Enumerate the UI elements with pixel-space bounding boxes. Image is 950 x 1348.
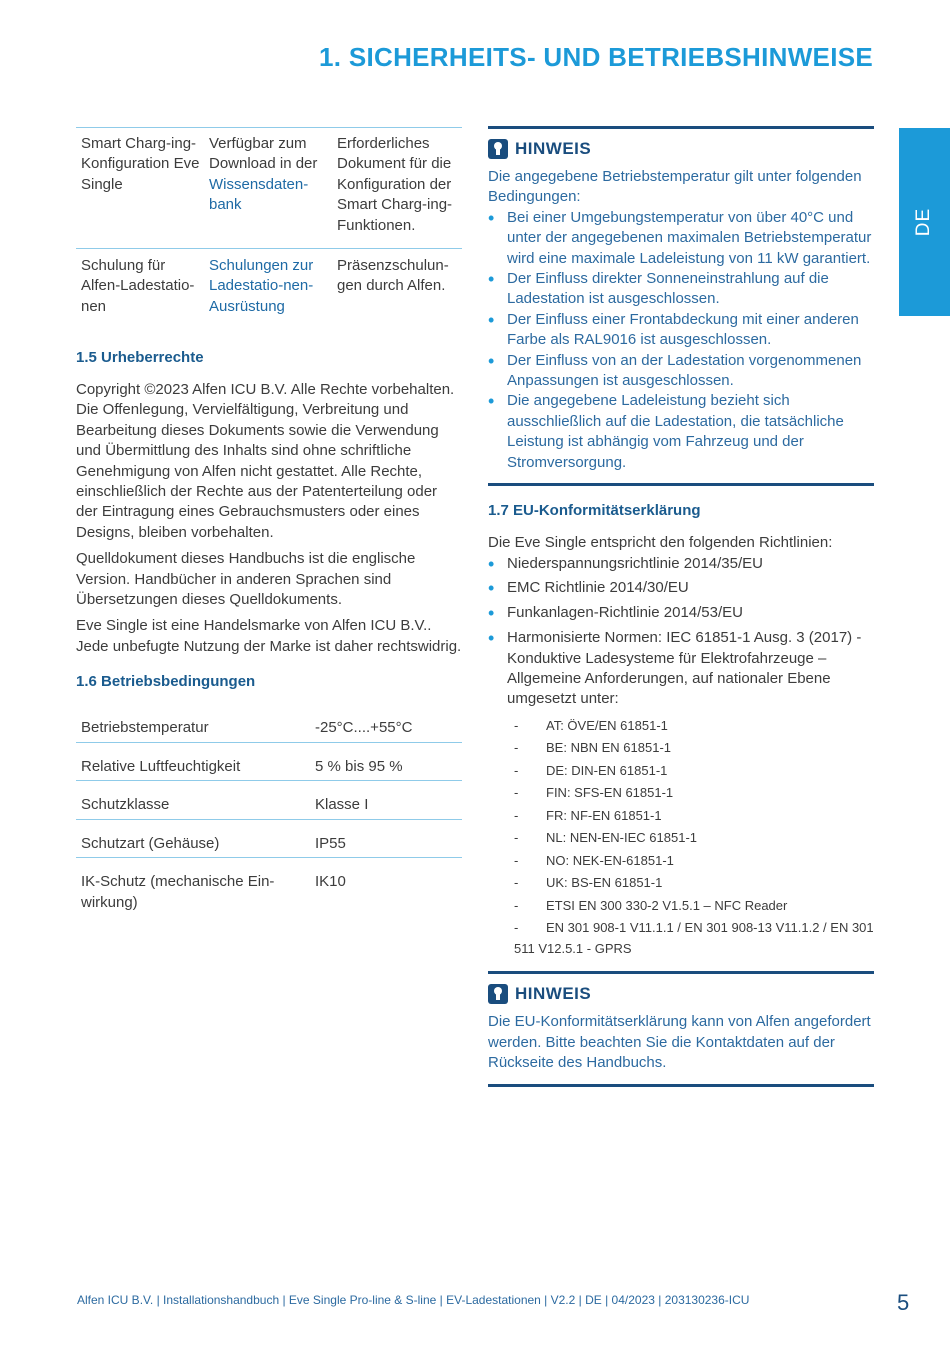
conditions-table <box>76 704 462 918</box>
list-item: - UK: BS-EN 61851-1 <box>488 873 874 894</box>
table-row <box>76 858 462 918</box>
condition-value: IK10 <box>315 873 346 891</box>
conditions-heading: 1.6 Betriebsbedingungen <box>76 673 256 691</box>
notice-text: Die EU-Konformitätserklärung kann von Alfen angefordert werden. Bitte beachten Sie die Kontaktdaten auf der Rückseite des Handbuchs. <box>488 1013 871 1072</box>
list-item: - NL: NEN-EN-IEC 61851-1 <box>488 828 874 849</box>
notice-title: HINWEIS <box>515 984 592 1004</box>
list-item: • Harmonisierte Normen: IEC 61851-1 Ausg. 3 (2017) - Konduktive Ladesysteme für Elektrofahrzeuge – Allgemeine Anforderungen, auf nationaler Ebene umgesetzt unter: <box>488 628 874 710</box>
list-item: • Niederspannungsrichtlinie 2014/35/EU <box>488 554 874 574</box>
list-item: • EMC Richtlinie 2014/30/EU <box>488 578 874 598</box>
resource-name: Smart Charg-ing-Konfiguration Eve Single <box>81 135 200 193</box>
trademark-paragraph: Eve Single ist eine Handelsmarke von Alfen ICU B.V.. Jede unbefugte Nutzung der Marke ist daher rechtswidrig. <box>76 617 462 655</box>
list-item: - BE: NBN EN 61851-1 <box>488 738 874 759</box>
standards-list <box>488 716 874 960</box>
list-item: - FR: NF-EN 61851-1 <box>488 806 874 827</box>
notice-list <box>488 208 874 473</box>
condition-key: Schutzklasse <box>81 796 170 814</box>
copyright-paragraph: Copyright ©2023 Alfen ICU B.V. Alle Rechte vorbehalten. Die Offenlegung, Vervielfältigung, Verbreitung und Bearbeitung dieses Dokuments sowie die Verwendung und Übermittlung des Inhalts sind ohne schriftliche Genehmigung von Alfen nicht gestattet. Alle Rechte, einschließlich der Rechte aus der Patenterteilung oder der Eintragung eines Gebrauchsmusters oder eines Designs, bleiben vorbehalten. <box>76 381 455 541</box>
page-title: 1. SICHERHEITS- UND BETRIEBSHINWEISE <box>319 42 873 72</box>
directives-list <box>488 554 874 710</box>
resource-availability <box>204 134 332 238</box>
list-item: - AT: ÖVE/EN 61851-1 <box>488 716 874 737</box>
table-row <box>76 249 462 333</box>
resource-availability <box>204 256 332 323</box>
condition-key: Schutzart (Gehäuse) <box>81 834 220 852</box>
list-item: • Funkanlagen-Richtlinie 2014/53/EU <box>488 603 874 623</box>
notice-box-temperature <box>488 126 874 486</box>
condition-key: IK-Schutz (mechanische Ein-wirkung) <box>81 873 275 911</box>
list-item: - EN 301 908-1 V11.1.1 / EN 301 908-13 V11.1.2 / EN 301 511 V12.5.1 - GPRS <box>488 918 874 959</box>
list-item: - DE: DIN-EN 61851-1 <box>488 761 874 782</box>
table-row <box>76 781 462 820</box>
condition-value: -25°C....+55°C <box>315 719 413 737</box>
condition-value: IP55 <box>315 834 346 852</box>
resource-description: Präsenzschulun-gen durch Alfen. <box>337 257 449 295</box>
copyright-heading: 1.5 Urheberrechte <box>76 349 204 366</box>
footer-text: Alfen ICU B.V. | Installationshandbuch | Eve Single Pro-line & S-line | EV-Ladestationen | V2.2 | DE | 04/2023 | 203130236-ICU <box>77 1293 750 1307</box>
language-tab-label: DE <box>913 207 934 237</box>
resource-availability-text: Verfügbar zum Download in der <box>209 135 318 173</box>
resource-description: Erforderliches Dokument für die Konfiguration der Smart Charg-ing-Funktionen. <box>337 135 453 234</box>
condition-value: 5 % bis 95 % <box>315 757 403 775</box>
notice-header <box>488 139 874 159</box>
language-tab <box>899 128 950 316</box>
notice-box-conformity <box>488 971 874 1086</box>
lightbulb-icon <box>488 984 508 1004</box>
list-item: • Die angegebene Ladeleistung bezieht sich ausschließlich auf die Ladestation, die tatsächliche Leistung ist abhängig vom Fahrzeug und der Stromversorgung. <box>488 391 874 473</box>
notice-title: HINWEIS <box>515 139 592 158</box>
knowledge-base-link[interactable]: Wissensdaten-bank <box>209 175 309 214</box>
table-row <box>76 820 462 859</box>
right-column <box>488 126 874 1087</box>
list-item: • Der Einfluss einer Frontabdeckung mit einer anderen Farbe als RAL9016 ist ausgeschlossen. <box>488 310 874 351</box>
condition-value: Klasse I <box>315 796 369 814</box>
list-item: - FIN: SFS-EN 61851-1 <box>488 783 874 804</box>
left-column <box>76 127 462 918</box>
table-row <box>76 743 462 782</box>
table-row <box>76 128 462 249</box>
list-item: • Der Einfluss direkter Sonneneinstrahlung auf die Ladestation ist ausgeschlossen. <box>488 269 874 310</box>
condition-key: Betriebstemperatur <box>81 719 209 737</box>
list-item: • Der Einfluss von an der Ladestation vorgenommenen Anpassungen ist ausgeschlossen. <box>488 351 874 392</box>
notice-header <box>488 984 874 1004</box>
conformity-intro: Die Eve Single entspricht den folgenden Richtlinien: <box>488 534 833 552</box>
list-item: • Bei einer Umgebungstemperatur von über 40°C und unter der angegebenen maximalen Betriebstemperatur wird eine maximale Ladeleistung von 11 kW garantiert. <box>488 208 874 269</box>
list-item: - NO: NEK-EN-61851-1 <box>488 851 874 872</box>
resource-name: Schulung für Alfen-Ladestatio-nen <box>81 257 195 315</box>
training-link[interactable]: Schulungen zur Ladestatio-nen-Ausrüstung <box>209 257 314 315</box>
resources-table <box>76 127 462 333</box>
lightbulb-icon <box>488 139 508 159</box>
conformity-heading: 1.7 EU-Konformitätserklärung <box>488 502 701 520</box>
source-document-paragraph: Quelldokument dieses Handbuchs ist die englische Version. Handbücher in anderen Sprachen sind Übersetzungen dieses Quelldokuments. <box>76 550 416 609</box>
notice-intro: Die angegebene Betriebstemperatur gilt unter folgenden Bedingungen: <box>488 168 862 206</box>
page-number: 5 <box>897 1290 910 1315</box>
table-row <box>76 704 462 743</box>
condition-key: Relative Luftfeuchtigkeit <box>81 757 241 775</box>
list-item: - ETSI EN 300 330-2 V1.5.1 – NFC Reader <box>488 896 874 917</box>
